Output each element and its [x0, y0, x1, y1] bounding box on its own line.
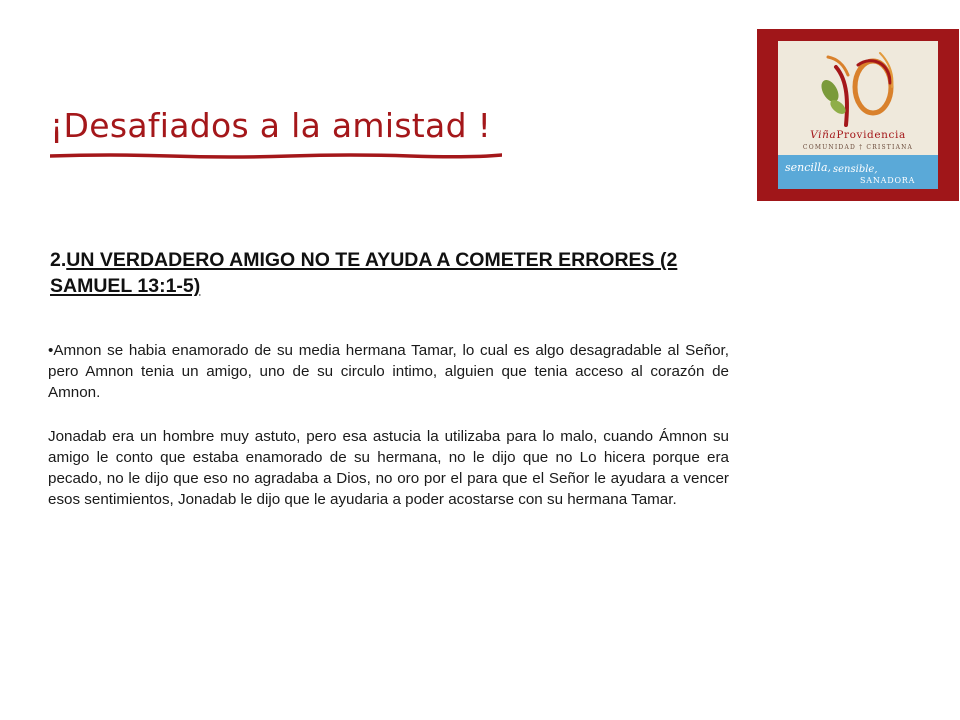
logo-name: ViñaProvidencia [810, 129, 906, 141]
section-heading [50, 247, 690, 299]
logo-card [778, 41, 938, 189]
heading-number: 2. [50, 249, 67, 271]
tagline-word-1: sencilla, [785, 161, 832, 174]
logo [757, 29, 959, 201]
slide-title: ¡Desafiados a la amistad ! [50, 106, 492, 145]
logo-tagline-band [778, 155, 938, 189]
paragraph-2: Jonadab era un hombre muy astuto, pero esa astucia la utilizaba para lo malo, cuando Ámnon su amigo le conto que estaba enamorado de su hermana, no le dijo que no Lo hicera porque era pecado, no le dijo que eso no agradaba a Dios, no oro por el para que el Señor le ayudara a vencer esos sentimientos, Jonadab le dijo que le ayudaria a poder acostarse con su hermana Tamar. [48, 428, 729, 508]
tagline-word-2: sensible, [833, 164, 878, 175]
tagline-word-3: SANADORA [860, 176, 916, 185]
vine-swirl-icon [818, 47, 898, 129]
logo-subtitle: COMUNIDAD † CRISTIANA [802, 144, 914, 151]
title-underline [50, 153, 502, 159]
heading-text: UN VERDADERO AMIGO NO TE AYUDA A COMETER ERRORES (2 SAMUEL 13:1-5) [50, 249, 678, 297]
paragraph-1: •Amnon se habia enamorado de su media hermana Tamar, lo cual es algo desagradable al Señor, pero Amnon tenia un amigo, uno de su circulo intimo, alguien que tenia acceso al corazón de Amnon. [48, 342, 729, 401]
